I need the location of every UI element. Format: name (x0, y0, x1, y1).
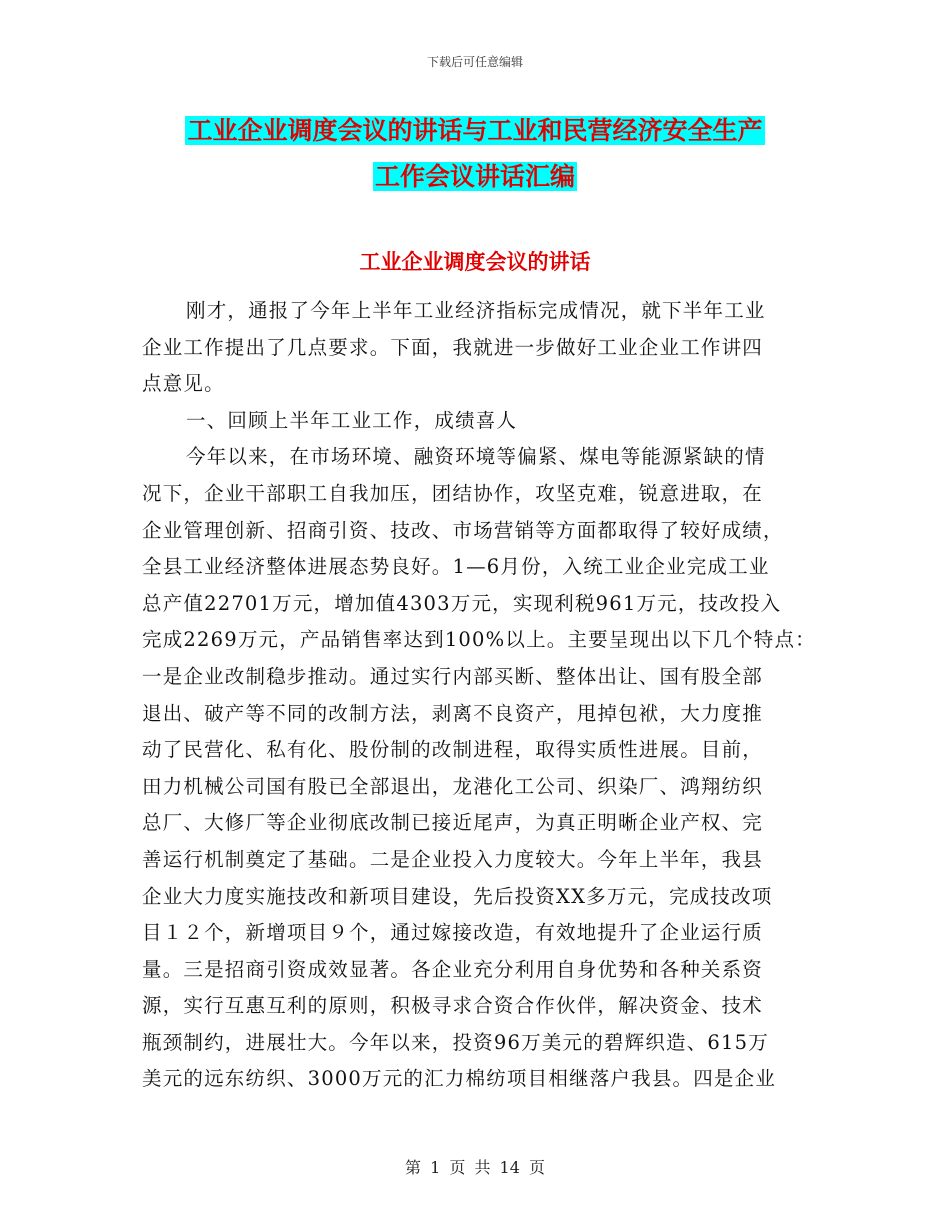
body-line: 美元的远东纺织、3000万元的汇力棉纺项目相继落户我县。四是企业 (142, 1067, 777, 1091)
body-line: 企业管理创新、招商引资、技改、市场营销等方面都取得了较好成绩， (142, 518, 784, 542)
body-line: 企业大力度实施技改和新项目建设，先后投资XX多万元，完成技改项 (142, 884, 773, 908)
document-body (142, 293, 816, 1098)
document-title-line-1: 工业企业调度会议的讲话与工业和民营经济安全生产 (187, 116, 763, 145)
body-line: 动了民营化、私有化、股份制的改制进程，取得实质性进展。目前， (142, 738, 764, 762)
body-line: 源，实行互惠互利的原则，积极寻求合资合作伙伴，解决资金、技术 (142, 994, 764, 1018)
body-line: 刚才，通报了今年上半年工业经济指标完成情况，就下半年工业 (186, 299, 766, 322)
body-line: 完成2269万元，产品销售率达到100%以上。主要呈现出以下几个特点： (142, 628, 816, 652)
body-line: 今年以来，在市场环境、融资环境等偏紧、煤电等能源紧缺的情 (186, 445, 766, 469)
document-title (0, 108, 950, 200)
body-line: 全县工业经济整体进展态势良好。1—6月份，入统工业企业完成工业 (142, 555, 770, 579)
body-line: 点意见。 (142, 372, 225, 396)
body-line: 量。三是招商引资成效显著。各企业充分利用自身优势和各种关系资 (142, 957, 764, 981)
body-line: 一是企业改制稳步推动。通过实行内部买断、整体出让、国有股全部 (142, 664, 764, 688)
body-line: 总厂、大修厂等企业彻底改制已接近尾声，为真正明晰企业产权、完 (142, 811, 764, 835)
page-header-note: 下载后可任意编辑 (426, 55, 523, 69)
body-line: 瓶颈制约，进展壮大。今年以来，投资96万美元的碧辉织造、615万 (142, 1030, 769, 1054)
body-line-heading: 一、回顾上半年工业工作，成绩喜人 (186, 408, 518, 432)
body-line: 田力机械公司国有股已全部退出，龙港化工公司、织染厂、鸿翔纺织 (142, 774, 764, 798)
body-line: 目１２个，新增项目９个，通过嫁接改造，有效地提升了企业运行质 (142, 921, 764, 945)
body-line: 况下，企业干部职工自我加压，团结协作，攻坚克难，锐意进取，在 (142, 481, 764, 505)
body-line: 企业工作提出了几点要求。下面，我就进一步做好工业企业工作讲四 (142, 335, 764, 359)
body-line: 善运行机制奠定了基础。二是企业投入力度较大。今年上半年，我县 (142, 847, 764, 871)
body-line: 退出、破产等不同的改制方法，剥离不良资产，甩掉包袱，大力度推 (142, 701, 764, 725)
body-line: 总产值22701万元，增加值4303万元，实现利税961万元，技改投入 (142, 591, 782, 615)
page-number: 第 1 页 共 14 页 (405, 1158, 545, 1177)
document-title-line-2: 工作会议讲话汇编 (374, 162, 575, 191)
section-title: 工业企业调度会议的讲话 (359, 250, 591, 274)
